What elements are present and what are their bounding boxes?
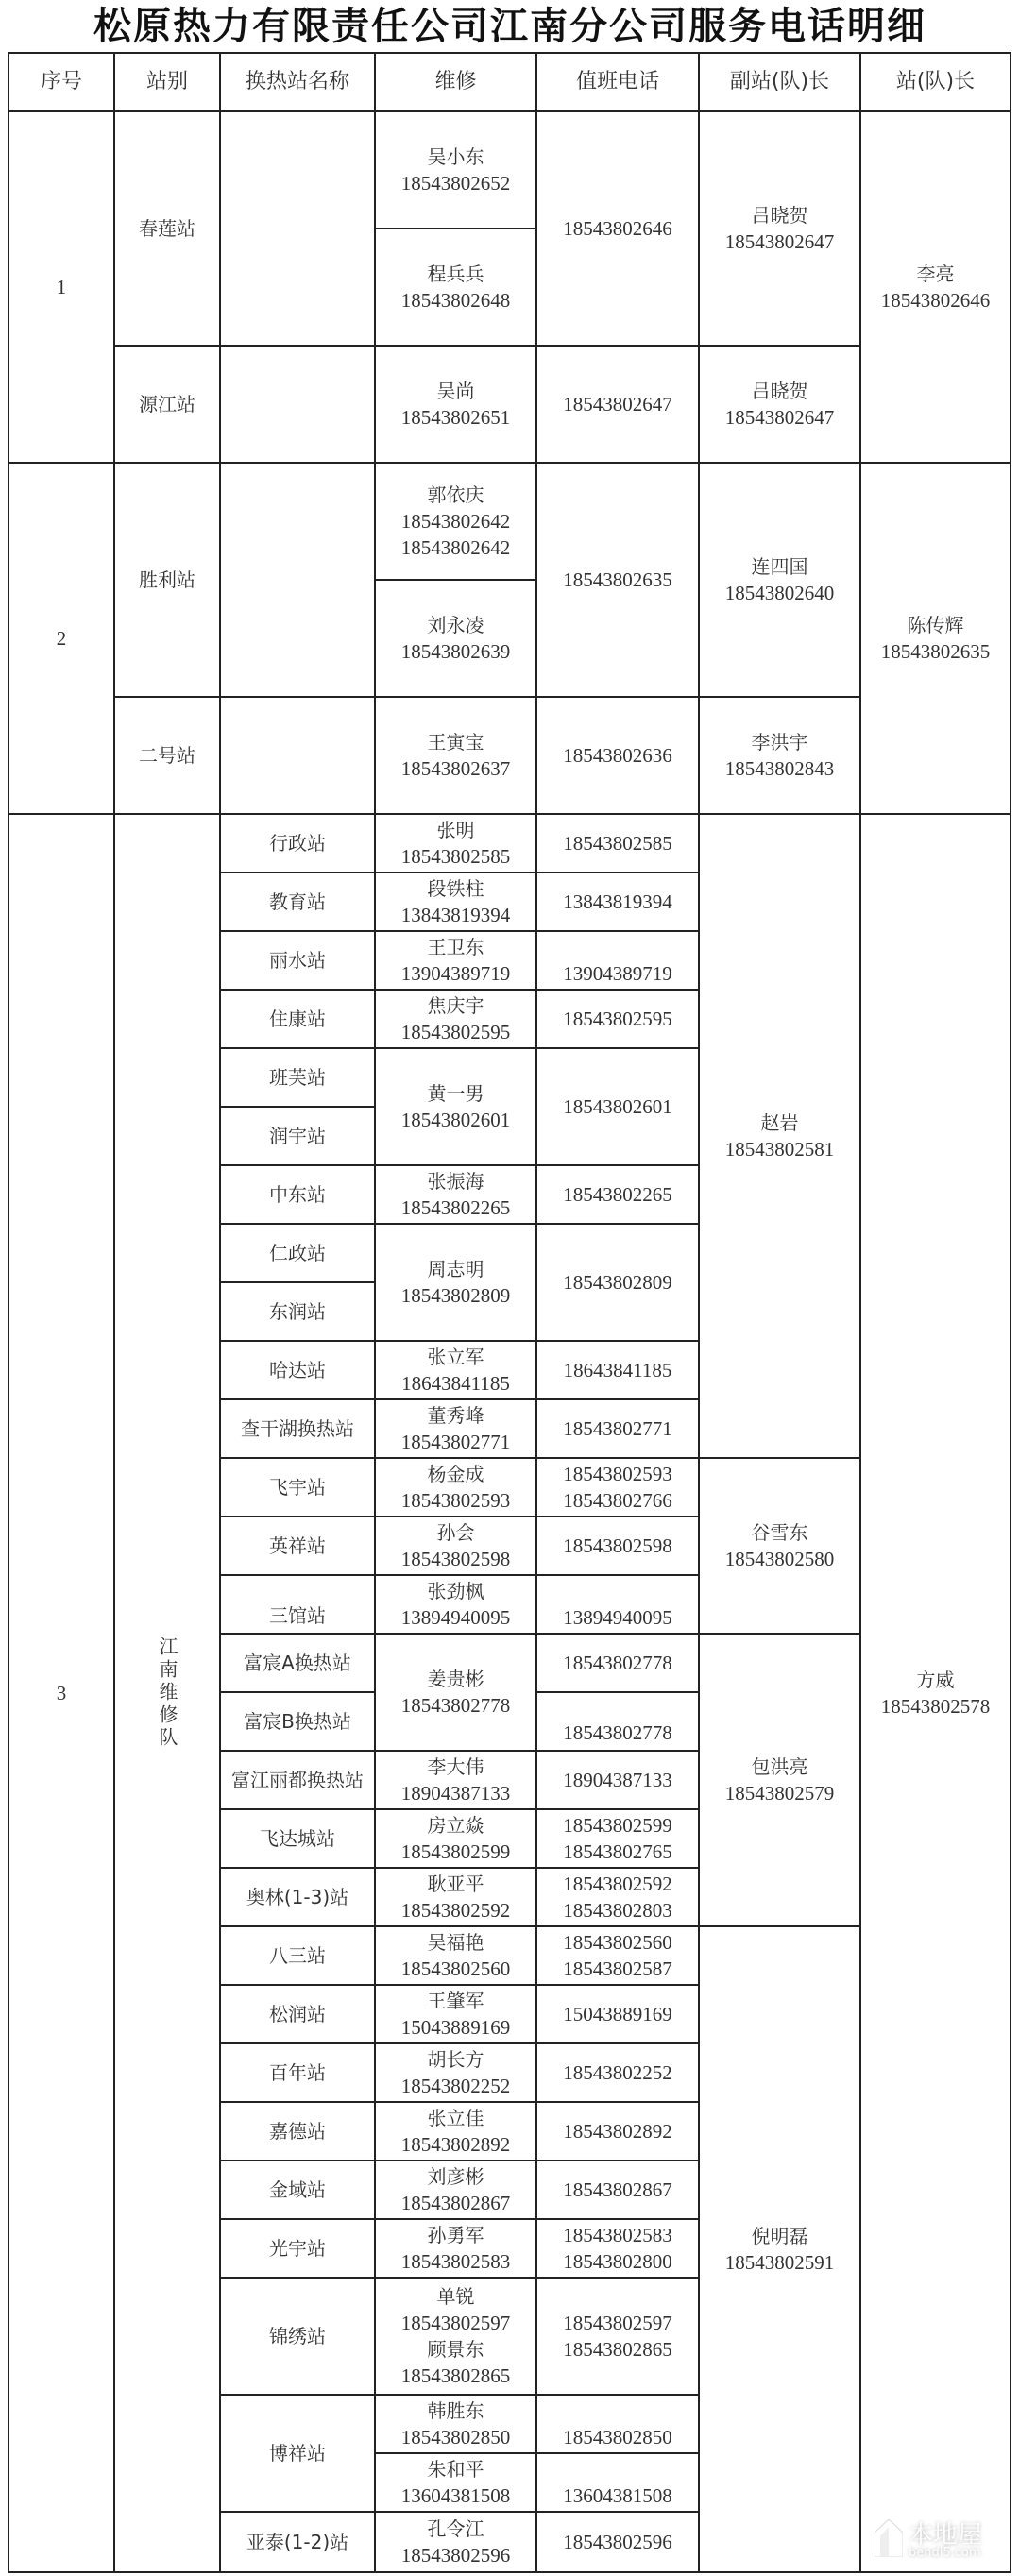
substation-name: 东润站 xyxy=(221,1283,376,1342)
substation-name: 中东站 xyxy=(221,1166,376,1225)
substation-name: 富宸A换热站 xyxy=(221,1635,376,1693)
deputy-name: 吕晓贺 xyxy=(751,380,808,402)
duty-phone[interactable]: 18543802601 xyxy=(563,1095,672,1118)
header-station: 站别 xyxy=(115,54,221,112)
duty-phone[interactable]: 18543802597 xyxy=(563,2312,672,2334)
repair-name: 段铁柱 xyxy=(427,877,484,900)
repair-contact xyxy=(376,2103,537,2161)
repair-name: 单锐 xyxy=(436,2285,475,2308)
duty-phone-cell xyxy=(537,1166,700,1225)
repair-phone[interactable]: 18543802596 xyxy=(400,2544,511,2567)
substation-name: 行政站 xyxy=(221,815,376,873)
duty-phone[interactable]: 18543802585 xyxy=(563,832,672,855)
deputy-phone[interactable]: 18543802640 xyxy=(724,582,835,604)
duty-phone[interactable]: 18543802596 xyxy=(563,2531,672,2553)
repair-phone[interactable]: 18543802850 xyxy=(400,2426,511,2449)
repair-name: 房立焱 xyxy=(427,1814,484,1837)
duty-phone[interactable]: 18543802809 xyxy=(563,1271,672,1294)
header-duty-phone: 值班电话 xyxy=(537,54,700,112)
duty-phone[interactable]: 13904389719 xyxy=(563,962,672,985)
repair-contact xyxy=(376,1810,537,1869)
duty-phone[interactable]: 18543802800 xyxy=(563,2250,672,2273)
station-shengli: 胜利站 xyxy=(115,464,221,698)
duty-phone[interactable]: 18543802867 xyxy=(563,2178,672,2201)
duty-phone[interactable]: 18904387133 xyxy=(563,1769,672,1791)
substation-empty xyxy=(221,112,376,347)
repair-contact xyxy=(376,2513,537,2571)
header-no: 序号 xyxy=(9,54,115,112)
repair-phone[interactable]: 15043889169 xyxy=(400,2016,511,2039)
duty-phone-cell xyxy=(537,1927,700,1986)
repair-contact xyxy=(376,1635,537,1752)
chief-phone[interactable]: 18543802578 xyxy=(880,1695,991,1718)
duty-phone[interactable]: 18543802252 xyxy=(563,2061,672,2084)
deputy-contact xyxy=(700,698,861,815)
station-erhao: 二号站 xyxy=(115,698,221,815)
repair-contact xyxy=(376,873,537,932)
substation-name: 教育站 xyxy=(221,873,376,932)
substation-name: 仁政站 xyxy=(221,1225,376,1283)
duty-phone-cell xyxy=(537,991,700,1049)
repair-name: 孔令江 xyxy=(427,2517,484,2540)
deputy-phone[interactable]: 18543802843 xyxy=(724,757,835,780)
chief-phone[interactable]: 18543802635 xyxy=(880,640,991,663)
substation-empty xyxy=(221,698,376,815)
deputy-contact xyxy=(700,347,861,464)
substation-name: 润宇站 xyxy=(221,1108,376,1166)
duty-phone[interactable]: 15043889169 xyxy=(563,2003,672,2025)
repair-phone[interactable]: 13604381508 xyxy=(400,2484,511,2507)
substation-name: 飞宇站 xyxy=(221,1459,376,1517)
duty-phone[interactable]: 18543802598 xyxy=(563,1534,672,1557)
repair-name: 李大伟 xyxy=(427,1755,484,1778)
deputy-contact xyxy=(700,1635,861,1927)
repair-name: 杨金成 xyxy=(427,1463,484,1485)
repair-contact xyxy=(376,1986,537,2044)
substation-name: 英祥站 xyxy=(221,1517,376,1576)
duty-phone[interactable]: 18543802599 xyxy=(563,1814,672,1837)
watermark-text: 本地屋 xyxy=(909,2521,983,2550)
repair-phone[interactable]: 18543802252 xyxy=(400,2075,511,2097)
repair-name: 孙会 xyxy=(436,1521,475,1544)
repair-name: 张劲枫 xyxy=(427,1580,484,1602)
deputy-contact xyxy=(700,1927,861,2571)
duty-phone-cell xyxy=(537,2103,700,2161)
watermark-url: bendi5.com xyxy=(909,2546,981,2560)
repair-phone[interactable]: 18543802599 xyxy=(400,1840,511,1863)
substation-name: 查干湖换热站 xyxy=(221,1400,376,1459)
duty-phone[interactable]: 13894940095 xyxy=(563,1606,672,1629)
duty-phone-cell xyxy=(537,932,700,991)
deputy-name: 吕晓贺 xyxy=(751,204,808,227)
duty-phone[interactable]: 18543802892 xyxy=(563,2120,672,2143)
duty-phone-cell xyxy=(537,1576,700,1635)
repair-phone[interactable]: 13894940095 xyxy=(400,1606,511,1629)
header-substation: 换热站名称 xyxy=(221,54,376,112)
deputy-contact xyxy=(700,815,861,1459)
deputy-phone[interactable]: 18543802647 xyxy=(724,230,835,253)
repair-name: 程兵兵 xyxy=(427,263,484,285)
repair-contact xyxy=(376,991,537,1049)
duty-phone-cell xyxy=(537,873,700,932)
duty-phone-cell xyxy=(537,1752,700,1810)
header-deputy: 副站(队)长 xyxy=(700,54,861,112)
repair-phone[interactable]: 18543802598 xyxy=(400,1548,511,1570)
repair-name: 刘永凌 xyxy=(427,614,484,636)
duty-phone-cell xyxy=(537,1810,700,1869)
repair-phone[interactable]: 18543802652 xyxy=(400,172,511,195)
repair-contact xyxy=(376,1342,537,1400)
repair-phone[interactable]: 13904389719 xyxy=(400,962,511,985)
repair-name: 孙勇军 xyxy=(427,2224,484,2246)
duty-phone-cell xyxy=(537,815,700,873)
duty-phone[interactable]: 18543802635 xyxy=(537,464,700,698)
repair-name: 朱和平 xyxy=(427,2458,484,2481)
repair-contact xyxy=(376,698,537,815)
repair-phone[interactable]: 18543802585 xyxy=(400,845,511,868)
deputy-phone[interactable]: 18543802591 xyxy=(724,2251,835,2274)
duty-phone[interactable]: 18543802595 xyxy=(563,1008,672,1030)
repair-phone[interactable]: 18543802642 xyxy=(400,536,511,559)
chief-name: 方威 xyxy=(916,1669,955,1691)
duty-phone[interactable]: 18543802778 xyxy=(563,1721,672,1744)
duty-phone[interactable]: 13843819394 xyxy=(563,890,672,913)
repair-phone[interactable]: 18543802583 xyxy=(400,2250,511,2273)
repair-name: 张振海 xyxy=(427,1170,484,1193)
repair-phone[interactable]: 18543802601 xyxy=(400,1109,511,1131)
duty-phone[interactable]: 18543802560 xyxy=(563,1931,672,1954)
substation-name: 博祥站 xyxy=(221,2396,376,2513)
deputy-contact xyxy=(700,1459,861,1635)
deputy-phone[interactable]: 18543802647 xyxy=(724,406,835,429)
duty-phone[interactable]: 18543802850 xyxy=(563,2426,672,2449)
repair-phone[interactable]: 18543802778 xyxy=(400,1694,511,1717)
repair-phone[interactable]: 18543802867 xyxy=(400,2192,511,2214)
substation-name: 三馆站 xyxy=(221,1576,376,1635)
duty-phone[interactable]: 18543802593 xyxy=(563,1463,672,1485)
repair-contact xyxy=(376,815,537,873)
repair-phone[interactable]: 18543802892 xyxy=(400,2133,511,2156)
duty-phone-cell xyxy=(537,1400,700,1459)
repair-contact xyxy=(376,1517,537,1576)
substation-name: 金域站 xyxy=(221,2161,376,2220)
chief-name: 陈传辉 xyxy=(907,614,964,636)
duty-phone-cell xyxy=(537,1049,700,1166)
deputy-contact xyxy=(700,112,861,347)
repair-phone[interactable]: 18543802592 xyxy=(400,1899,511,1922)
repair-contact xyxy=(376,1752,537,1810)
substation-name: 光宇站 xyxy=(221,2220,376,2279)
substation-name: 哈达站 xyxy=(221,1342,376,1400)
repair-contact xyxy=(376,2454,537,2513)
repair-contact xyxy=(376,2161,537,2220)
duty-phone[interactable]: 18543802592 xyxy=(563,1873,672,1895)
duty-phone-cell xyxy=(537,2044,700,2103)
duty-phone-cell xyxy=(537,1869,700,1927)
substation-name: 富江丽都换热站 xyxy=(221,1752,376,1810)
repair-contact xyxy=(376,1400,537,1459)
team-name: 江南维修队 xyxy=(156,1636,178,1750)
duty-phone-cell xyxy=(537,2513,700,2571)
repair-name: 姜贵彬 xyxy=(427,1668,484,1690)
repair-contact xyxy=(376,2396,537,2454)
repair-name: 吴尚 xyxy=(436,380,475,402)
duty-phone[interactable]: 18543802636 xyxy=(537,698,700,815)
repair-phone[interactable]: 18543802593 xyxy=(400,1489,511,1512)
repair-contact xyxy=(376,1049,537,1166)
repair-contact xyxy=(376,1869,537,1927)
duty-phone-cell xyxy=(537,2454,700,2513)
deputy-contact xyxy=(700,464,861,698)
duty-phone[interactable]: 18543802647 xyxy=(537,347,700,464)
deputy-name: 李洪宇 xyxy=(751,731,808,754)
duty-phone[interactable]: 18543802646 xyxy=(537,112,700,347)
repair-contact xyxy=(376,1459,537,1517)
duty-phone[interactable]: 13604381508 xyxy=(563,2484,672,2507)
section-3-no: 3 xyxy=(9,815,115,2571)
repair-phone[interactable]: 13843819394 xyxy=(400,904,511,926)
repair-contact xyxy=(376,581,537,698)
duty-phone[interactable]: 18543802587 xyxy=(563,1957,672,1980)
duty-phone[interactable]: 18543802778 xyxy=(563,1652,672,1674)
repair-name: 吴小东 xyxy=(427,145,484,168)
station-chunlian: 春莲站 xyxy=(115,112,221,347)
substation-name: 亚泰(1-2)站 xyxy=(221,2513,376,2571)
duty-phone-cell xyxy=(537,2396,700,2454)
repair-name: 胡长方 xyxy=(427,2048,484,2071)
repair-name: 王肇军 xyxy=(427,1990,484,2012)
duty-phone[interactable]: 18543802765 xyxy=(563,1840,672,1863)
duty-phone-cell xyxy=(537,1342,700,1400)
duty-phone-cell xyxy=(537,2161,700,2220)
substation-name: 锦绣站 xyxy=(221,2279,376,2396)
substation-name: 奥林(1-3)站 xyxy=(221,1869,376,1927)
repair-phone[interactable]: 18543802637 xyxy=(400,757,511,780)
duty-phone[interactable]: 18543802865 xyxy=(563,2338,672,2361)
deputy-phone[interactable]: 18543802581 xyxy=(724,1138,835,1161)
substation-name: 飞达城站 xyxy=(221,1810,376,1869)
repair-name: 韩胜东 xyxy=(427,2399,484,2422)
repair-contact xyxy=(376,347,537,464)
substation-name: 富宸B换热站 xyxy=(221,1693,376,1752)
deputy-name: 包洪亮 xyxy=(751,1755,808,1778)
repair-name: 焦庆宇 xyxy=(427,994,484,1017)
repair-contact xyxy=(376,2220,537,2279)
repair-contact xyxy=(376,1166,537,1225)
substation-name: 住康站 xyxy=(221,991,376,1049)
repair-phone[interactable]: 18543802639 xyxy=(400,640,511,663)
duty-phone[interactable]: 18543802771 xyxy=(563,1417,672,1440)
duty-phone-cell xyxy=(537,1225,700,1342)
deputy-phone[interactable]: 18543802580 xyxy=(724,1548,835,1570)
page-title: 松原热力有限责任公司江南分公司服务电话明细 xyxy=(94,5,926,48)
duty-phone[interactable]: 18643841185 xyxy=(563,1359,672,1381)
deputy-name: 倪明磊 xyxy=(751,2225,808,2247)
repair-phone[interactable]: 18643841185 xyxy=(401,1372,510,1395)
repair-contact xyxy=(376,1927,537,1986)
substation-empty xyxy=(221,347,376,464)
repair-phone[interactable]: 18543802648 xyxy=(400,289,511,312)
duty-phone-cell xyxy=(537,2279,700,2396)
duty-phone-cell xyxy=(537,2220,700,2279)
repair-name: 张立佳 xyxy=(427,2107,484,2129)
chief-contact xyxy=(861,815,1010,2571)
repair-name: 黄一男 xyxy=(427,1082,484,1105)
repair-phone[interactable]: 18543802642 xyxy=(400,510,511,533)
substation-name: 班芙站 xyxy=(221,1049,376,1108)
repair-name: 张立军 xyxy=(427,1346,484,1368)
substation-name: 松润站 xyxy=(221,1986,376,2044)
section-2-no: 2 xyxy=(9,464,115,815)
repair-phone[interactable]: 18543802595 xyxy=(400,1021,511,1043)
repair-name: 董秀峰 xyxy=(427,1404,484,1427)
header-chief: 站(队)长 xyxy=(861,54,1010,112)
repair-contact xyxy=(376,112,537,229)
deputy-name: 连四国 xyxy=(751,555,808,578)
duty-phone-cell xyxy=(537,1986,700,2044)
repair-phone[interactable]: 18543802865 xyxy=(400,2364,511,2387)
team-jiangnan xyxy=(115,815,221,2571)
repair-contact xyxy=(376,2044,537,2103)
repair-phone[interactable]: 18543802265 xyxy=(400,1196,511,1219)
repair-contact xyxy=(376,932,537,991)
repair-name: 张明 xyxy=(436,819,475,841)
substation-name: 百年站 xyxy=(221,2044,376,2103)
substation-name: 嘉德站 xyxy=(221,2103,376,2161)
repair-contact xyxy=(376,464,537,581)
header-repair: 维修 xyxy=(376,54,537,112)
repair-phone[interactable]: 18543802651 xyxy=(400,406,511,429)
substation-name: 丽水站 xyxy=(221,932,376,991)
duty-phone[interactable]: 18543802803 xyxy=(563,1899,672,1922)
repair-phone[interactable]: 18543802560 xyxy=(400,1957,511,1980)
repair-contact xyxy=(376,1576,537,1635)
repair-phone[interactable]: 18543802597 xyxy=(400,2312,511,2334)
duty-phone[interactable]: 18543802583 xyxy=(563,2224,672,2246)
duty-phone[interactable]: 18543802265 xyxy=(563,1183,672,1206)
repair-name: 顾景东 xyxy=(427,2338,484,2361)
chief-contact xyxy=(861,464,1010,815)
repair-phone[interactable]: 18543802809 xyxy=(400,1284,511,1307)
deputy-phone[interactable]: 18543802579 xyxy=(724,1782,835,1805)
chief-contact xyxy=(861,112,1010,464)
repair-name: 耿亚平 xyxy=(427,1873,484,1895)
deputy-name: 赵岩 xyxy=(760,1111,799,1134)
repair-phone[interactable]: 18904387133 xyxy=(400,1782,511,1805)
repair-contact xyxy=(376,1225,537,1342)
repair-name: 周志明 xyxy=(427,1258,484,1280)
repair-name: 刘彦彬 xyxy=(427,2165,484,2188)
section-1-no: 1 xyxy=(9,112,115,464)
repair-contact xyxy=(376,229,537,347)
duty-phone-cell xyxy=(537,1693,700,1752)
repair-name: 王卫东 xyxy=(427,936,484,958)
repair-name: 郭依庆 xyxy=(427,483,484,506)
duty-phone-cell xyxy=(537,1635,700,1693)
station-yuanjiang: 源江站 xyxy=(115,347,221,464)
chief-phone[interactable]: 18543802646 xyxy=(880,289,991,312)
repair-contact xyxy=(376,2279,537,2396)
deputy-name: 谷雪东 xyxy=(751,1521,808,1544)
duty-phone[interactable]: 18543802766 xyxy=(563,1489,672,1512)
duty-phone-cell xyxy=(537,1459,700,1517)
duty-phone-cell xyxy=(537,1517,700,1576)
repair-name: 王寅宝 xyxy=(427,731,484,754)
substation-name: 八三站 xyxy=(221,1927,376,1986)
repair-phone[interactable]: 18543802771 xyxy=(400,1431,511,1453)
chief-name: 李亮 xyxy=(916,263,955,285)
repair-name: 吴福艳 xyxy=(427,1931,484,1954)
phone-directory-table xyxy=(8,52,1012,2573)
substation-empty xyxy=(221,464,376,698)
